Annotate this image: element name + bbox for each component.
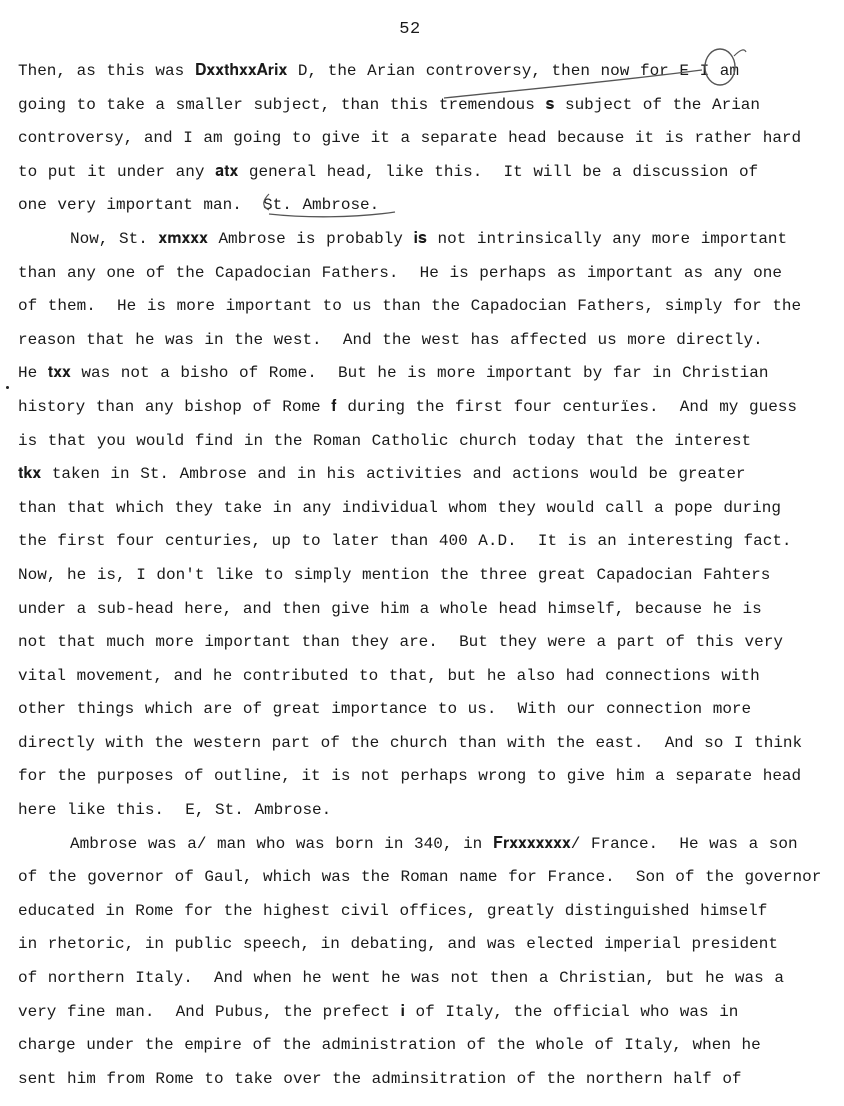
text-line: directly with the western part of the church than with the east. And so I think [18,733,803,752]
text-line-section-title: one very important man. St. Ambrose. [18,196,380,215]
text-line: going to take a smaller subject, than this tremendous 𝐬 subject of the Arian [18,95,761,114]
text-line: the first four centuries, up to later than 400 A.D. It is an interesting fact. [18,532,792,551]
text-line: here like this. E, St. Ambrose. [18,801,332,820]
text-line: Then, as this was 𝐃𝐱𝐱𝐭𝐡𝐱𝐱𝐀𝐫𝐢𝐱 D, the Arian controversy, then now for E I am [18,62,739,80]
text-line: is that you would find in the Roman Catholic church today that the interest [18,431,752,450]
text-line: of them. He is more important to us than the Capadocian Fathers, simply for the [18,297,802,316]
text-line: sent him from Rome to take over the adminsitration of the northern half of [18,1069,742,1088]
text-line: other things which are of great importance to us. With our connection more [18,700,752,719]
text-line: than any one of the Capadocian Fathers. He is perhaps as important as any one [18,263,782,282]
text-line: Now, he is, I don't like to simply mention the three great Capadocian Fahters [18,565,771,584]
paragraph-start-line: Ambrose was a/ man who was born in 340, in 𝐅𝐫𝐱𝐱𝐱𝐱𝐱𝐱𝐱/ France. He was a son [70,834,798,853]
text-line: for the purposes of outline, it is not perhaps wrong to give him a separate head [18,767,802,786]
text-line: than that which they take in any individual whom they would call a pope during [18,498,781,517]
text-line: controversy, and I am going to give it a separate head because it is rather hard [18,129,802,148]
text-line: very fine man. And Pubus, the prefect 𝐢 of Italy, the official who was in [18,1002,739,1021]
text-line: educated in Rome for the highest civil offices, greatly distinguished himself [18,901,768,920]
text-line: in rhetoric, in public speech, in debating, and was elected imperial president [18,935,778,954]
text-line: charge under the empire of the administration of the whole of Italy, when he [18,1036,761,1055]
text-line: reason that he was in the west. And the west has affected us more directly. [18,330,763,349]
text-line: not that much more important than they are. But they were a part of this very [18,633,783,652]
text-line: under a sub-head here, and then give him a whole head himself, because he is [18,599,762,618]
margin-dot [6,386,9,389]
text-line: vital movement, and he contributed to that, but he also had connections with [18,666,760,685]
typed-body [18,55,830,1096]
text-line: of northern Italy. And when he went he was not then a Christian, but he was a [18,969,784,988]
text-line: to put it under any 𝐚𝐭𝐱 general head, like this. It will be a discussion of [18,162,759,181]
text-line: of the governor of Gaul, which was the Roman name for France. Son of the governor [18,868,822,887]
text-line: history than any bishop of Rome 𝐟 during the first four centurïes. And my guess [18,397,798,416]
page-number: 52 [399,20,421,39]
paragraph-start-line: Now, St. 𝐱𝐦𝐱𝐱𝐱 Ambrose is probably 𝐢𝐬 not intrinsically any more important [70,229,788,248]
text-line: 𝐭𝐤𝐱 taken in St. Ambrose and in his activities and actions would be greater [18,465,746,484]
text-line: He 𝐭𝐱𝐱 was not a bisho of Rome. But he is more important by far in Christian [18,364,769,383]
